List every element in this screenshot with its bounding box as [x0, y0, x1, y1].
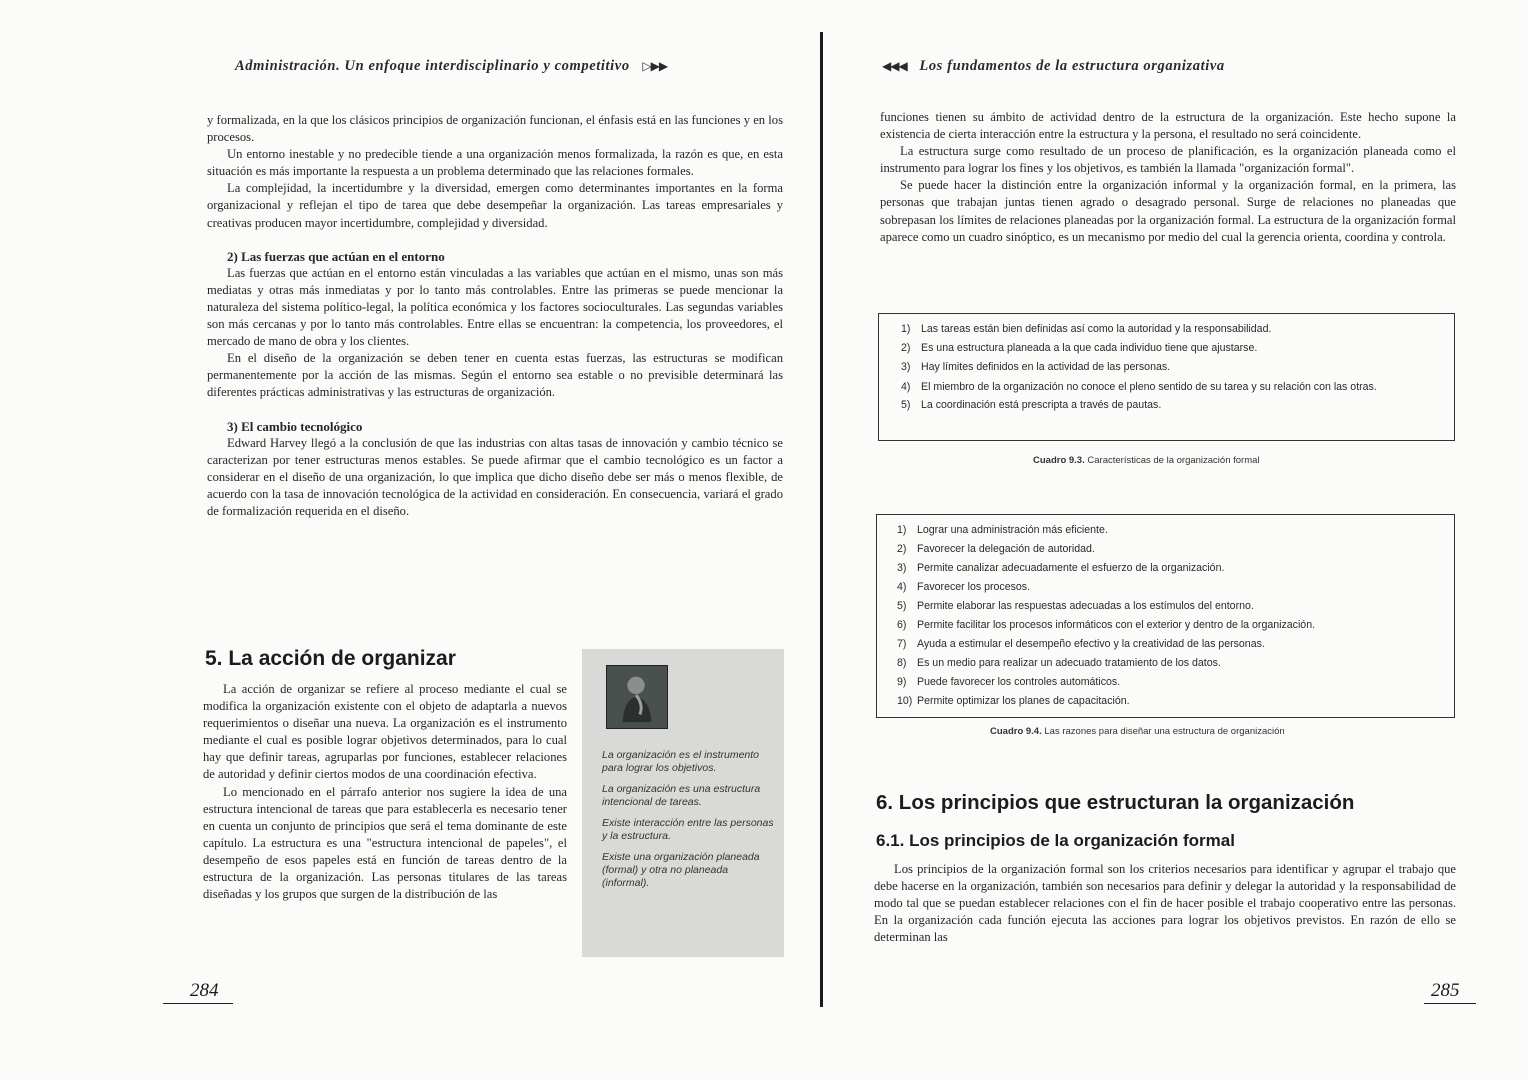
section-6-1-body	[874, 861, 1456, 946]
list-item: 4) El miembro de la organización no conoce el pleno sentido de su tarea y su relación con las otras.	[901, 381, 1377, 393]
paragraph: Se puede hacer la distinción entre la organización informal y la organización formal, en la primera, las personas que trabajan juntas tienen agrado o desagrado personal. Surge de relaciones no planeadas que sobrepasan los límites de relaciones planeadas por la organización formal. La estructura de la organización formal aparece como un cuadro sinóptico, es un mecanismo por medio del cual la gerencia orienta, coordina y controla.	[880, 178, 1456, 244]
list-item: 5) Permite elaborar las respuestas adecuadas a los estímulos del entorno.	[897, 600, 1254, 612]
page-number-left: 284	[190, 980, 219, 1001]
running-head-title: Administración. Un enfoque interdisciplinario y competitivo	[235, 58, 630, 74]
right-running-head	[882, 58, 1225, 75]
book-gutter	[820, 32, 823, 1007]
caption-cuadro-9-3: Cuadro 9.3. Características de la organización formal	[1033, 455, 1260, 466]
table-cuadro-9-4	[876, 514, 1455, 718]
list-item: 7) Ayuda a estimular el desempeño efectivo y la creatividad de las personas.	[897, 638, 1265, 650]
list-item: 9) Puede favorecer los controles automáticos.	[897, 676, 1121, 688]
margin-sidebar	[582, 649, 784, 957]
list-item: 1) Lograr una administración más eficiente.	[897, 524, 1108, 536]
paragraph: Las fuerzas que actúan en el entorno están vinculadas a las variables que actúan en el mismo, unas son más mediatas y otras más inmediatas y por lo tanto más controlables. Entre las primeras se puede mencionar la naturaleza del sistema político-legal, la política económica y los factores socioculturales. Las segundas variables son más cercanas y por lo tanto más controlables. Entre ellas se encuentran: la competencia, los proveedores, el mercado de mano de obra y los clientes.	[207, 265, 783, 349]
left-body-top	[207, 112, 783, 520]
back-arrows-icon: ◀◀◀	[882, 59, 907, 73]
right-body-top	[880, 109, 1456, 246]
paragraph: La complejidad, la incertidumbre y la diversidad, emergen como determinantes importantes en la forma organizacional y reflejan el tipo de tarea que debe desempeñar la organización. Las tareas empresariales y creativas producen mayor incertidumbre, complejidad y diversidad.	[207, 181, 783, 230]
paragraph: Un entorno inestable y no predecible tiende a una organización menos formalizada, la razón es que, en esta situación es más importante la respuesta a un problema determinado que las relaciones formales.	[207, 147, 783, 179]
list-item: 6) Permite facilitar los procesos informáticos con el exterior y dentro de la organización.	[897, 619, 1316, 631]
subheading-cambio: 3) El cambio tecnológico	[227, 418, 363, 434]
list-item: 10) Permite optimizar los planes de capacitación.	[897, 695, 1130, 707]
table-cuadro-9-3	[878, 313, 1455, 441]
page-number-rule	[163, 1003, 233, 1004]
section-5-title: 5. La acción de organizar	[205, 647, 456, 670]
sidebar-note: Existe una organización planeada (formal) y otra no planeada (informal).	[602, 851, 760, 889]
paragraph: Los principios de la organización formal son los criterios necesarios para identificar y agrupar el trabajo que debe hacerse en la organización, también son necesarios para definir y delegar la autoridad y la responsabilidad de modo tal que se puedan establecer relaciones con el fin de hacer posible el trabajo cooperativo entre las personas. En la organización cada función ejecuta las acciones para lograr los objetivos previstos. En razón de ello se determinan las	[874, 862, 1456, 945]
paragraph: En el diseño de la organización se deben tener en cuenta estas fuerzas, las estructuras se modifican permanentemente por la acción de las mismas. Según el entorno sea estable o no previsible determinará las diferentes prácticas administrativas y las estructuras de organización.	[207, 351, 783, 400]
subheading-fuerzas: 2) Las fuerzas que actúan en el entorno	[227, 248, 445, 264]
forward-arrows-icon: ▷▶▶	[642, 59, 668, 73]
paragraph: funciones tienen su ámbito de actividad dentro de la estructura de la organización. Este hecho supone la existencia de cierta interacción entre la estructura y la persona, el resultado no será coincidente.	[880, 110, 1456, 142]
paragraph: Edward Harvey llegó a la conclusión de que las industrias con altas tasas de innovación y cambio técnico se caracterizan por tener estructuras menos estables. Se puede afirmar que el cambio tecnológico es un factor a considerar en el diseño de una organización, lo que implica que dicho diseño debe ser más o menos flexible, de acuerdo con la tasa de innovación tecnológica de la actividad en consideración. En consecuencia, variará el grado de formalización requerida en el diseño.	[207, 435, 783, 518]
sidebar-note: Existe interacción entre las personas y la estructura.	[602, 817, 774, 842]
page-number-rule	[1424, 1003, 1476, 1004]
list-item: 2) Es una estructura planeada a la que cada individuo tiene que ajustarse.	[901, 342, 1258, 354]
person-figure-icon	[607, 666, 667, 728]
section-6-1-title: 6.1. Los principios de la organización formal	[876, 831, 1235, 850]
list-item: 8) Es un medio para realizar un adecuado tratamiento de los datos.	[897, 657, 1221, 669]
section-6-title: 6. Los principios que estructuran la organización	[876, 791, 1355, 814]
paragraph: La estructura surge como resultado de un proceso de planificación, es la organización planeada como el instrumento para lograr los fines y los objetivos, es también la llamada "organización formal".	[880, 144, 1456, 176]
section-5-body	[203, 681, 567, 903]
page-number-right: 285	[1431, 980, 1460, 1001]
list-item: 5) La coordinación está prescripta a través de pautas.	[901, 399, 1162, 411]
sidebar-note: La organización es el instrumento para lograr los objetivos.	[602, 749, 760, 774]
list-item: 3) Hay límites definidos en la actividad de las personas.	[901, 361, 1171, 373]
sidebar-photo	[606, 665, 668, 729]
list-item: 3) Permite canalizar adecuadamente el esfuerzo de la organización.	[897, 562, 1225, 574]
list-item: 4) Favorecer los procesos.	[897, 581, 1031, 593]
sidebar-notes	[602, 749, 774, 898]
running-head-title: Los fundamentos de la estructura organizativa	[919, 58, 1225, 74]
paragraph: Lo mencionado en el párrafo anterior nos sugiere la idea de una estructura intencional de tareas que para establecerla es necesario tener en cuenta un conjunto de principios que será el tema dominante de este capítulo. La estructura es una "estructura intencional de papeles", el desempeño de esos papeles está en función de tareas dentro de la estructura de la organización. Las personas titulares de las tareas diseñadas y los grupos que surgen de la distribución de las	[203, 784, 567, 902]
caption-cuadro-9-4: Cuadro 9.4. Las razones para diseñar una estructura de organización	[990, 726, 1285, 737]
paragraph: La acción de organizar se refiere al proceso mediante el cual se modifica la organización existente con el objeto de adaptarla a nuevos requerimientos o diseñar una nueva. La organización es el instrumento mediante el cual es posible lograr objetivos determinados, para lo cual hay que definir tareas, agruparlas por funciones, establecer relaciones de autoridad y definir ciertos modos de una coordinación efectiva.	[203, 682, 567, 782]
right-page	[826, 0, 1528, 1080]
list-item: 2) Favorecer la delegación de autoridad.	[897, 543, 1095, 555]
paragraph: y formalizada, en la que los clásicos principios de organización funcionan, el énfasis está en las funciones y en los procesos.	[207, 113, 783, 145]
left-running-head	[235, 58, 667, 75]
list-item: 1) Las tareas están bien definidas así como la autoridad y la responsabilidad.	[901, 323, 1272, 335]
sidebar-note: La organización es una estructura intencional de tareas.	[602, 783, 761, 808]
